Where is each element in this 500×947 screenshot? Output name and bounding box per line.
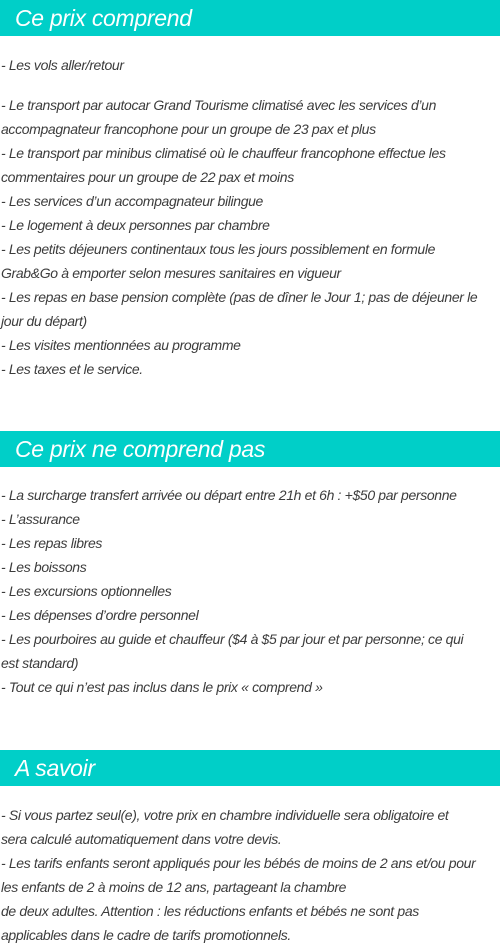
- list-item: sera calculé automatiquement dans votre devis.: [1, 831, 282, 847]
- list-item: - La surcharge transfert arrivée ou départ entre 21h et 6h : +$50 par personne: [1, 487, 457, 503]
- section-included: [0, 0, 500, 381]
- list-item: accompagnateur francophone pour un groupe de 23 pax et plus: [1, 121, 376, 137]
- list-item: est standard): [1, 655, 79, 671]
- section-not-included: [0, 431, 500, 699]
- list-item: - Le logement à deux personnes par chambre: [1, 217, 270, 233]
- list-item: - Le transport par autocar Grand Tourisme climatisé avec les services d’un: [1, 97, 437, 113]
- list-item: - Le transport par minibus climatisé où le chauffeur francophone effectue les: [1, 145, 446, 161]
- list-item: les enfants de 2 à moins de 12 ans, partageant la chambre: [1, 879, 347, 895]
- list-item: applicables dans le cadre de tarifs promotionnels.: [1, 927, 291, 943]
- not-included-list: [0, 483, 500, 699]
- list-item: - Les tarifs enfants seront appliqués pour les bébés de moins de 2 ans et/ou pour: [1, 855, 476, 871]
- section-header-bar: [0, 750, 500, 786]
- list-item: - Les petits déjeuners continentaux tous les jours possiblement en formule: [1, 241, 436, 257]
- list-item: Grab&Go à emporter selon mesures sanitaires en vigueur: [1, 265, 341, 281]
- list-item: - Les services d’un accompagnateur bilingue: [1, 193, 263, 209]
- list-item: jour du départ): [1, 313, 87, 329]
- list-item: de deux adultes. Attention : les réductions enfants et bébés ne sont pas: [1, 903, 419, 919]
- list-item: - Les boissons: [1, 559, 87, 575]
- section-title: Ce prix ne comprend pas: [15, 435, 266, 462]
- list-item: - L’assurance: [1, 511, 80, 527]
- section-good-to-know: [0, 750, 500, 947]
- list-item: commentaires pour un groupe de 22 pax et moins: [1, 169, 294, 185]
- list-item: - Les taxes et le service.: [1, 361, 143, 377]
- list-item: - Les vols aller/retour: [1, 57, 124, 73]
- section-title: A savoir: [15, 754, 95, 781]
- section-title: Ce prix comprend: [15, 4, 192, 31]
- list-spacer: [1, 77, 498, 93]
- list-item: - Les visites mentionnées au programme: [1, 337, 241, 353]
- list-item: - Les repas libres: [1, 535, 103, 551]
- included-list: [0, 53, 500, 381]
- list-item: - Les excursions optionnelles: [1, 583, 172, 599]
- list-item: - Les dépenses d’ordre personnel: [1, 607, 199, 623]
- list-item: - Si vous partez seul(e), votre prix en chambre individuelle sera obligatoire et: [1, 807, 449, 823]
- list-item: - Les repas en base pension complète (pas de dîner le Jour 1; pas de déjeuner le: [1, 289, 478, 305]
- section-header-bar: [0, 0, 500, 36]
- list-item: - Les pourboires au guide et chauffeur ($4 à $5 par jour et par personne; ce qui: [1, 631, 464, 647]
- list-item: - Tout ce qui n’est pas inclus dans le prix « comprend »: [1, 679, 323, 695]
- section-header-bar: [0, 431, 500, 467]
- good-to-know-list: [0, 803, 500, 947]
